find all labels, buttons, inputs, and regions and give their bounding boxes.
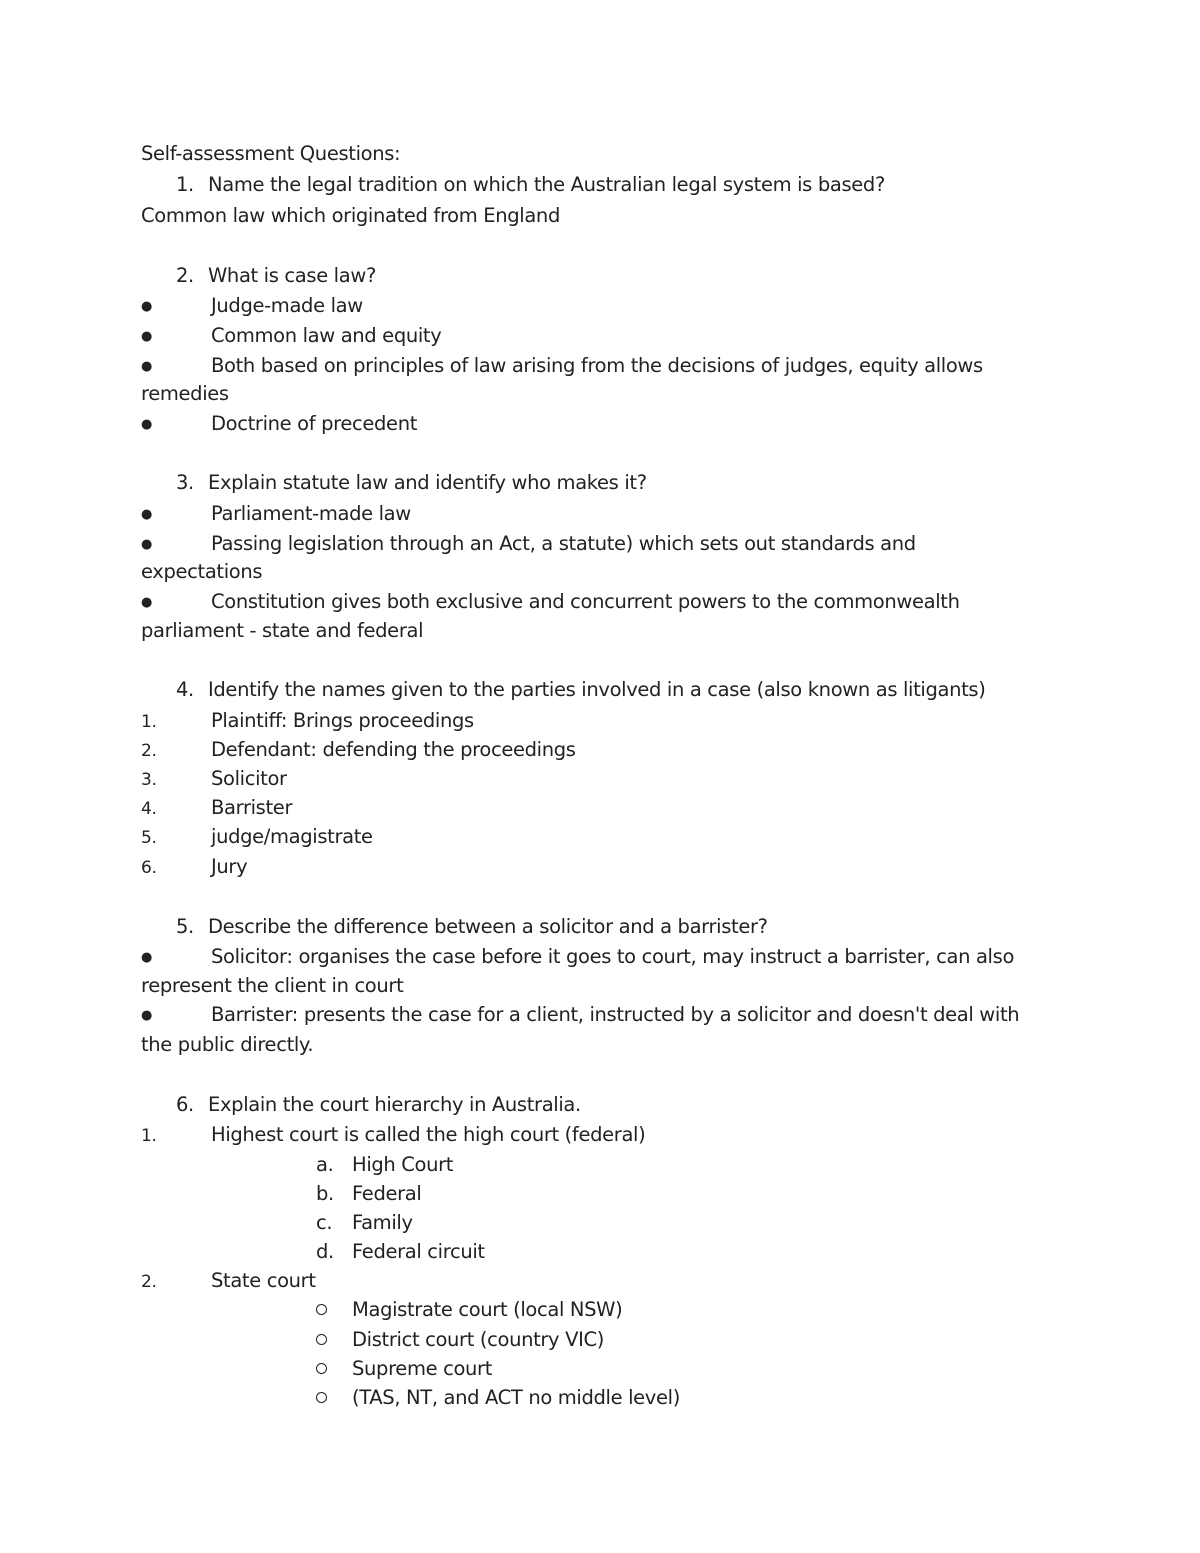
question-number: 2. [176, 264, 194, 287]
question-text: Explain statute law and identify who makes it? [208, 471, 647, 494]
bullet-icon: ● [141, 595, 152, 610]
hollow-bullet-icon [316, 1363, 327, 1374]
bullet-icon: ● [141, 507, 152, 522]
question-number: 1. [176, 173, 194, 196]
sub-list-item: Magistrate court (local NSW) [316, 1295, 622, 1324]
question-2 [176, 261, 1060, 290]
sub-list-item: (TAS, NT, and ACT no middle level) [316, 1383, 680, 1412]
question-number: 6. [176, 1093, 194, 1116]
hollow-bullet-icon [316, 1334, 327, 1345]
list-item: 1. Highest court is called the high court (federal) [141, 1123, 646, 1146]
question-6 [176, 1090, 1060, 1119]
list-item: 1. Plaintiff: Brings proceedings [141, 709, 474, 732]
answer-1: Common law which originated from England [141, 204, 560, 227]
bullet-item: ● Judge-made law [141, 294, 363, 317]
bullet-item: ● Parliament-made law [141, 502, 411, 525]
sub-list-item: c. Family [316, 1211, 413, 1234]
list-item: 2. State court [141, 1269, 316, 1292]
bullet-icon: ● [141, 1008, 152, 1023]
sub-list-item: d. Federal circuit [316, 1240, 485, 1263]
bullet-icon: ● [141, 950, 152, 965]
bullet-continuation: parliament - state and federal [141, 619, 424, 642]
list-item: 5. judge/magistrate [141, 825, 373, 848]
sub-list-item: a. High Court [316, 1153, 454, 1176]
bullet-item: ● Both based on principles of law arising from the decisions of judges, equity allows [141, 354, 983, 377]
question-text: Name the legal tradition on which the Australian legal system is based? [208, 173, 885, 196]
question-number: 5. [176, 915, 194, 938]
bullet-continuation: the public directly. [141, 1033, 314, 1056]
list-item: 3. Solicitor [141, 767, 287, 790]
hollow-bullet-icon [316, 1304, 327, 1315]
page-heading: Self-assessment Questions: [141, 142, 401, 165]
bullet-item: ● Barrister: presents the case for a client, instructed by a solicitor and doesn't deal with [141, 1003, 1020, 1026]
question-number: 4. [176, 678, 194, 701]
question-5 [176, 912, 1060, 941]
hollow-bullet-icon [316, 1392, 327, 1403]
question-text: Explain the court hierarchy in Australia. [208, 1093, 581, 1116]
bullet-icon: ● [141, 417, 152, 432]
question-3 [176, 468, 1060, 497]
bullet-continuation: represent the client in court [141, 974, 404, 997]
list-item: 6. Jury [141, 855, 248, 878]
sub-list-item: b. Federal [316, 1182, 422, 1205]
question-text: Describe the difference between a solicitor and a barrister? [208, 915, 768, 938]
sub-list-item: Supreme court [316, 1354, 492, 1383]
bullet-item: ● Common law and equity [141, 324, 442, 347]
bullet-icon: ● [141, 329, 152, 344]
question-number: 3. [176, 471, 194, 494]
sub-list-item: District court (country VIC) [316, 1325, 604, 1354]
bullet-item: ● Doctrine of precedent [141, 412, 418, 435]
bullet-continuation: remedies [141, 382, 229, 405]
bullet-item: ● Solicitor: organises the case before it goes to court, may instruct a barrister, can also [141, 945, 1015, 968]
bullet-continuation: expectations [141, 560, 263, 583]
question-text: Identify the names given to the parties involved in a case (also known as litigants) [208, 678, 986, 701]
bullet-icon: ● [141, 299, 152, 314]
bullet-item: ● Passing legislation through an Act, a statute) which sets out standards and [141, 532, 916, 555]
bullet-item: ● Constitution gives both exclusive and concurrent powers to the commonwealth [141, 590, 960, 613]
list-item: 2. Defendant: defending the proceedings [141, 738, 576, 761]
question-text: What is case law? [208, 264, 376, 287]
question-1 [176, 170, 1060, 199]
bullet-icon: ● [141, 359, 152, 374]
bullet-icon: ● [141, 537, 152, 552]
list-item: 4. Barrister [141, 796, 293, 819]
question-4 [176, 675, 1060, 704]
